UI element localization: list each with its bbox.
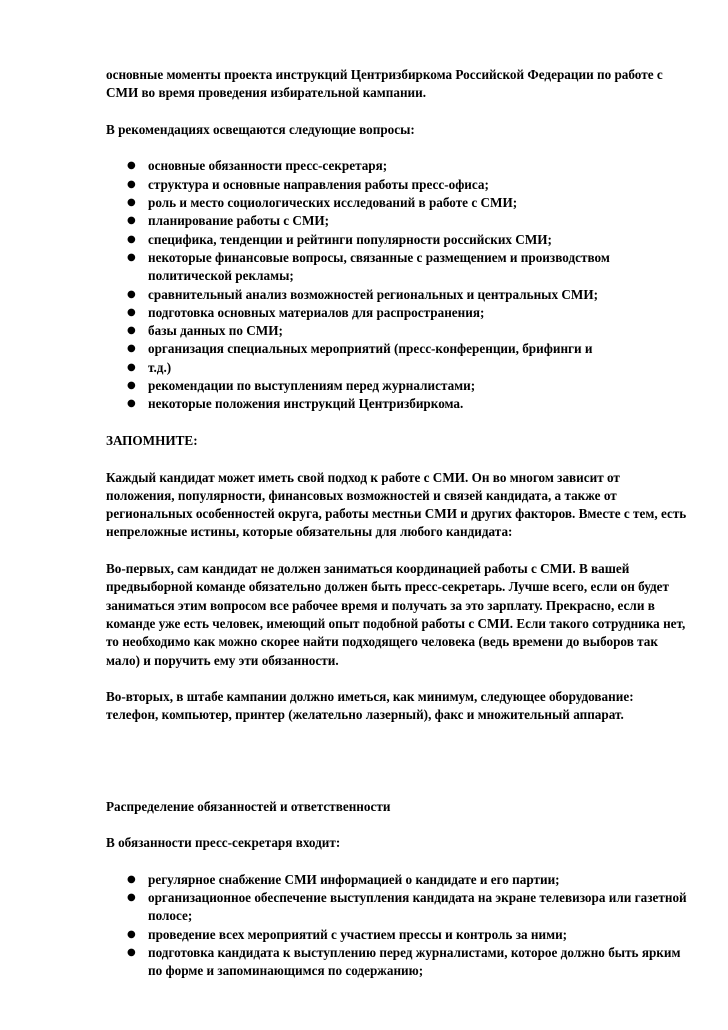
list-item-text: структура и основные направления работы пресс-офиса; — [148, 176, 489, 192]
list-item-text: организационное обеспечение выступления кандидата на экране телевизора или газетной полосе; — [148, 890, 687, 924]
list-item — [127, 194, 688, 212]
list-item — [127, 926, 688, 944]
section-heading: Распределение обязанностей и ответственности — [106, 798, 391, 814]
paragraph-first: Во-первых, сам кандидат не должен заниматься координацией работы с СМИ. В вашей предвыборной команде обязательно должен быть пресс-секретарь. Лучше всего, если он будет заниматься этим вопросом все рабочее время и получать за это зарплату. Прекрасно, если в команде уже есть человек, имеющий опыт подобной работы с СМИ. Если такого сотрудника нет, то необходимо как можно скорее найти подходящего человека (ведь времени до выборов так мало) и поручить ему эти обязанности. — [106, 561, 686, 668]
list-item-text: основные обязанности пресс-секретаря; — [148, 158, 388, 174]
list-item-text: регулярное снабжение СМИ информацией о кандидате и его партии; — [148, 871, 560, 887]
list-item-text: сравнительный анализ возможностей региональных и центральных СМИ; — [148, 286, 598, 302]
bullet-icon: ● — [127, 178, 136, 190]
list-item — [127, 304, 688, 322]
bullet-icon: ● — [127, 892, 136, 904]
list-item — [127, 231, 688, 249]
list-item — [127, 176, 688, 194]
list-item — [127, 340, 688, 358]
list-item-text: специфика, тенденции и рейтинги популярности российских СМИ; — [148, 231, 552, 247]
list-item — [127, 944, 688, 981]
paragraph-second: Во-вторых, в штабе кампании должно иметься, как минимум, следующее оборудование: телефон, компьютер, принтер (желательно лазерный), факс и множительный аппарат. — [106, 689, 634, 723]
list-item — [127, 889, 688, 926]
list-item — [127, 212, 688, 230]
bullet-icon: ● — [127, 361, 136, 373]
list-item-text: некоторые финансовые вопросы, связанные с размещением и производством политической рекламы; — [148, 249, 610, 284]
list-item — [127, 286, 688, 304]
duties-heading: В обязанности пресс-секретаря входит: — [106, 835, 341, 851]
list-item-text: проведение всех мероприятий с участием прессы и контроль за ними; — [148, 926, 568, 942]
bullet-icon: ● — [127, 215, 136, 227]
list-item — [127, 157, 688, 175]
bullet-icon: ● — [127, 398, 136, 410]
list-item — [127, 377, 688, 395]
list-item — [127, 359, 688, 377]
bullet-icon: ● — [127, 160, 136, 172]
paragraph-approach: Каждый кандидат может иметь свой подход к работе с СМИ. Он во многом зависит от положения, популярности, финансовых возможностей и связей кандидата, а также от региональных особенностей округа, работы местньи СМИ и других факторов. Вместе с тем, есть непреложные истины, которые обязательны для любого кандидата: — [106, 469, 687, 540]
recommendations-heading: В рекомендациях освещаются следующие вопросы: — [106, 121, 415, 137]
list-item-text: рекомендации по выступлениям перед журналистами; — [148, 378, 476, 394]
bullet-icon: ● — [127, 380, 136, 392]
bullet-icon: ● — [127, 343, 136, 355]
bullet-icon: ● — [127, 928, 136, 940]
list-item-text: некоторые положения инструкций Центризбиркома. — [148, 396, 464, 412]
bullet-icon: ● — [127, 873, 136, 885]
bullet-icon: ● — [127, 233, 136, 245]
list-item — [127, 322, 688, 340]
list-item-text: подготовка кандидата к выступлению перед журналистами, которое должно быть ярким по форме и запоминающимся по содержанию; — [148, 945, 681, 979]
intro-paragraph: основные моменты проекта инструкций Центризбиркома Российской Федерации по работе с СМИ во время проведения избирательной кампании. — [106, 67, 663, 101]
list-item-text: роль и место социологических исследований в работе с СМИ; — [148, 195, 518, 211]
bullet-icon: ● — [127, 251, 136, 263]
list-item — [127, 395, 688, 413]
list-item-text: т.д.) — [148, 359, 172, 375]
recommendations-list — [106, 157, 688, 413]
list-item-text: базы данных по СМИ; — [148, 323, 283, 339]
bullet-icon: ● — [127, 306, 136, 318]
bullet-icon: ● — [127, 325, 136, 337]
list-item — [127, 871, 688, 889]
list-item-text: подготовка основных материалов для распространения; — [148, 304, 485, 320]
bullet-icon: ● — [127, 947, 136, 959]
list-item-text: планирование работы с СМИ; — [148, 213, 330, 229]
bullet-icon: ● — [127, 288, 136, 300]
bullet-icon: ● — [127, 197, 136, 209]
list-item-text: организация специальных мероприятий (пресс-конференции, брифинги и — [148, 341, 593, 357]
list-item — [127, 249, 688, 286]
remember-heading: ЗАПОМНИТЕ: — [106, 432, 198, 448]
duties-list — [106, 871, 688, 981]
